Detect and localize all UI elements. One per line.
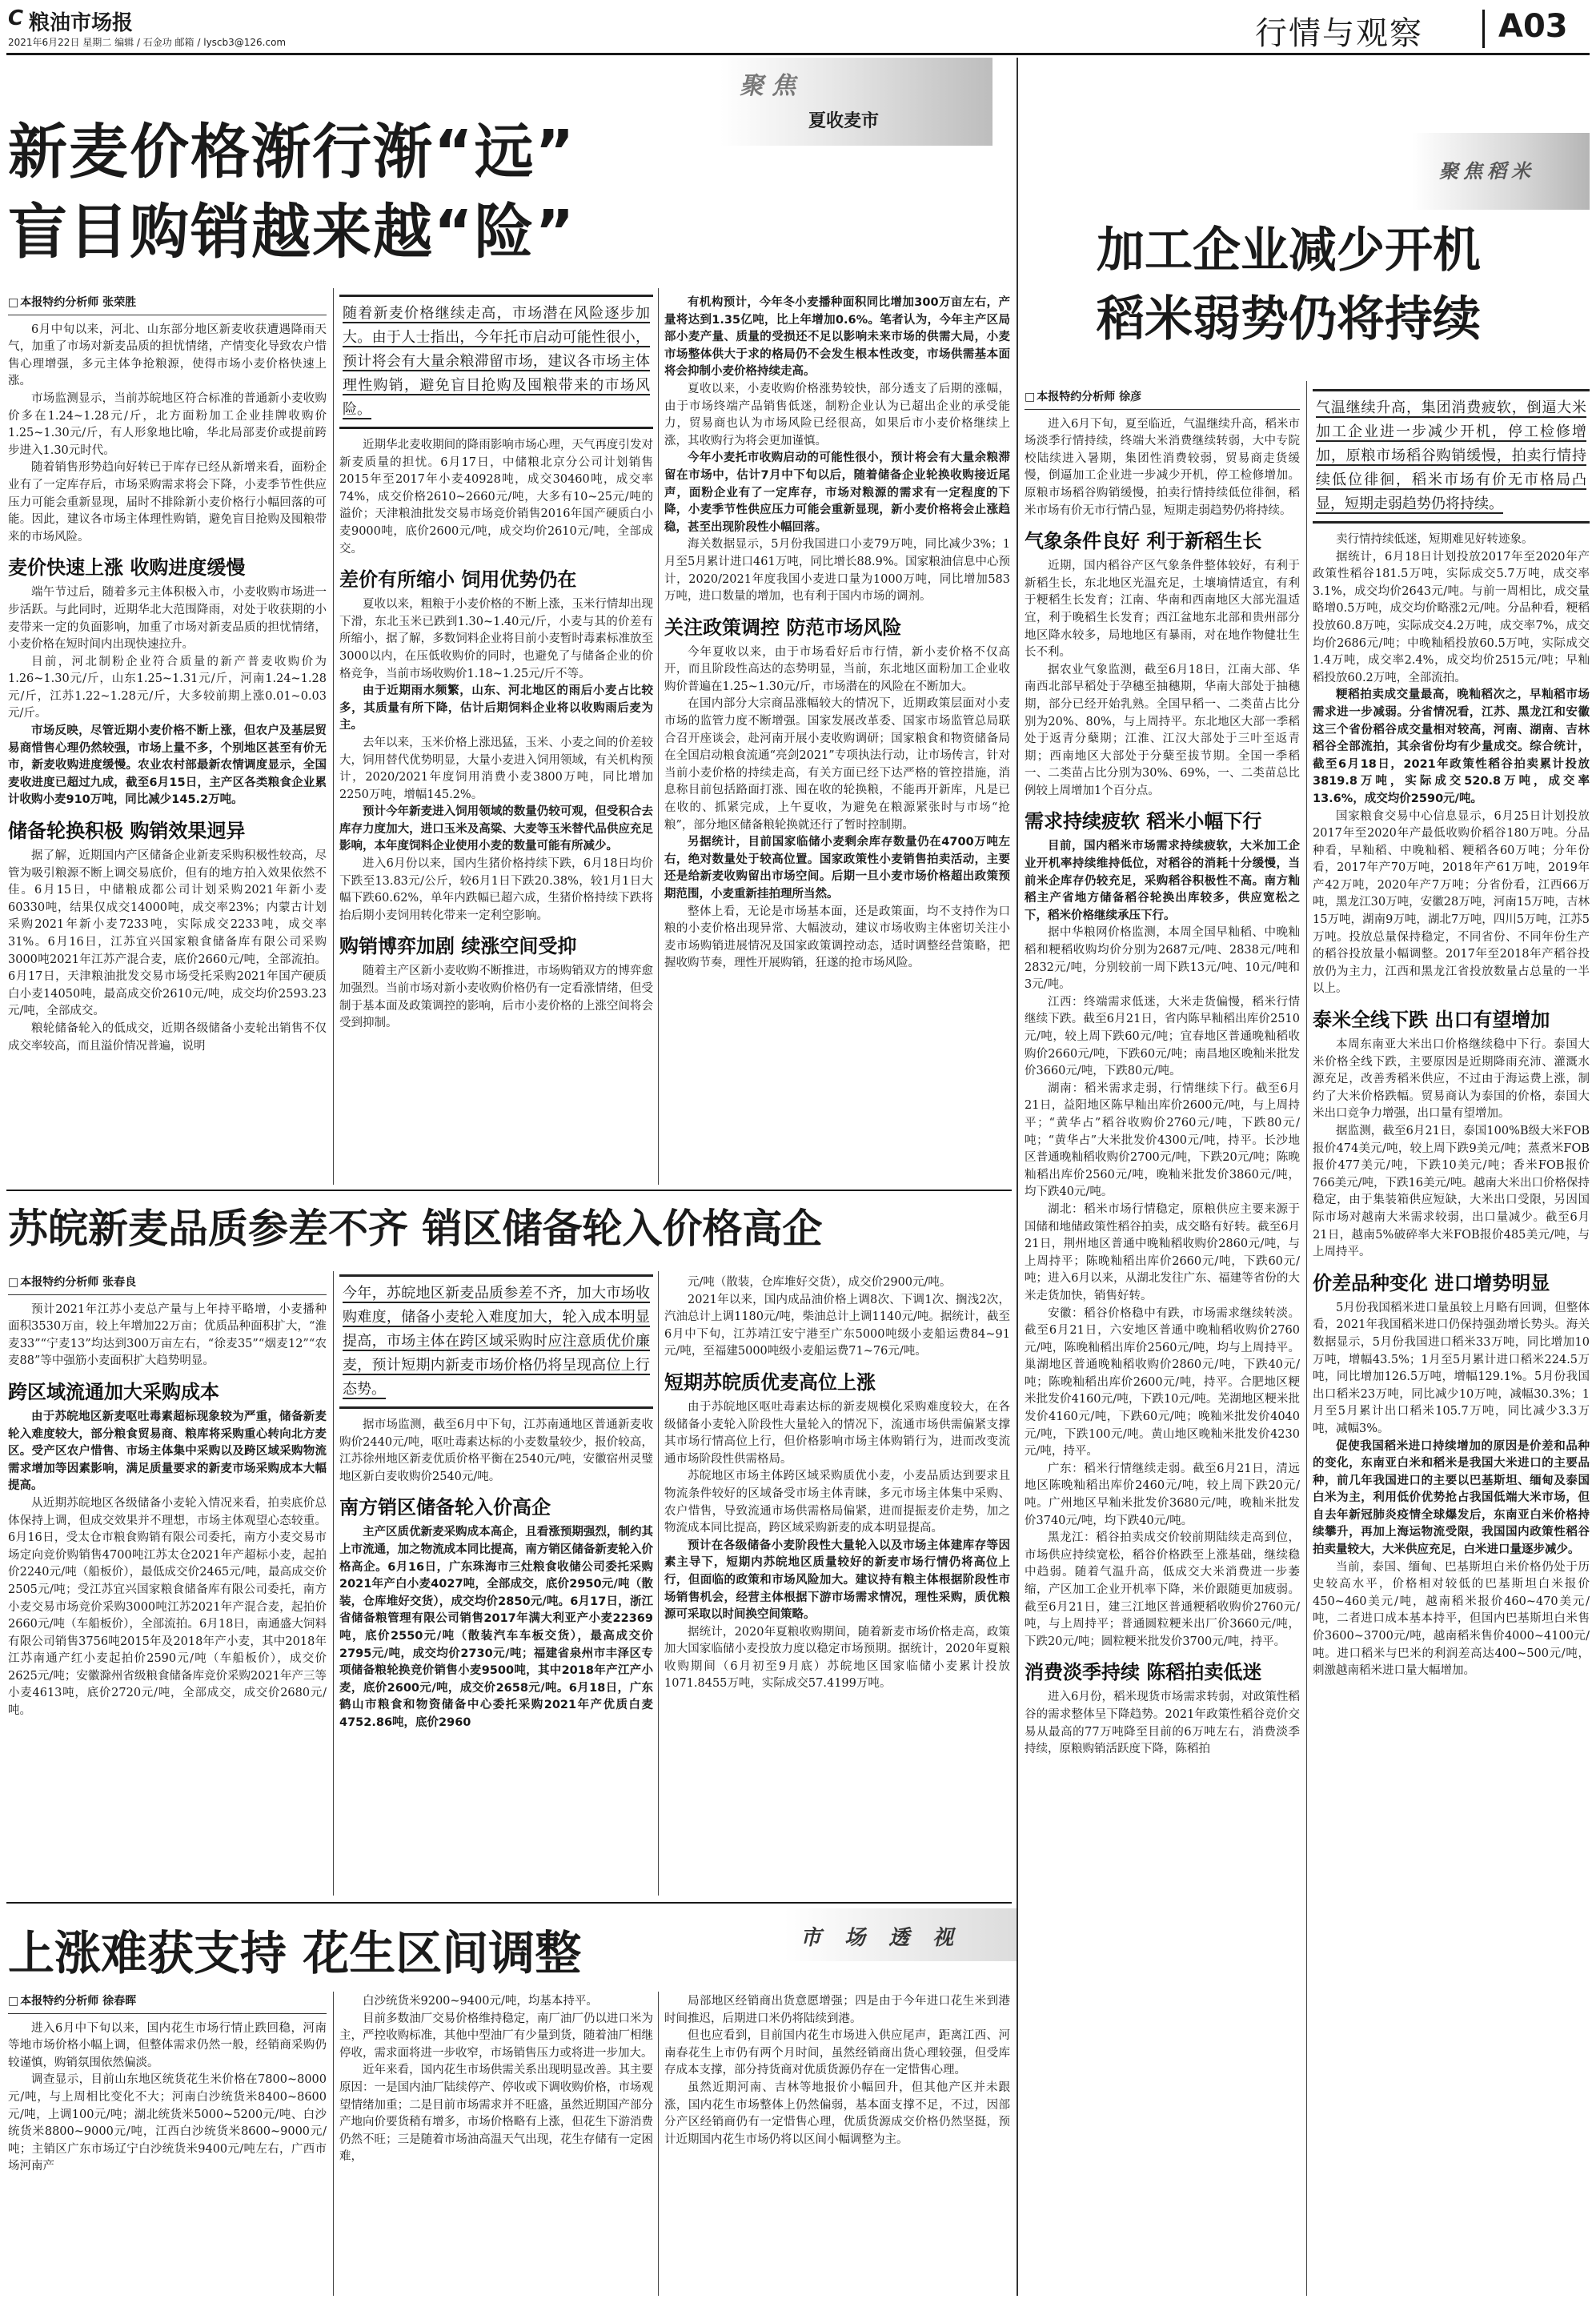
a1-subheading: 购销博弈加剧 续涨空间受抑 <box>339 935 577 958</box>
a1-pull-quote <box>339 295 653 429</box>
b1-subheading: 价差品种变化 进口增势明显 <box>1313 1271 1550 1294</box>
a3-title: 上涨难获支持 花生区间调整 <box>8 1926 582 1980</box>
a2-col-divider-1 <box>333 1271 334 1896</box>
a2-subheading: 跨区域流通加大采购成本 <box>8 1380 219 1403</box>
b1-col-divider <box>1306 381 1307 2296</box>
paragraph: 据农业气象监测，截至6月18日，江南大部、华南西北部早稻处于孕穗至抽穗期，华南大部处于抽穗期，部分已经开始乳熟。全国早稻一、二类苗占比分别为20%、80%，与上周持平。东北地区大部一季稻处于返青分蘖期；江淮、江汉大部处于三叶至返青期；西南地区大部处于分蘖至拔节期。全国一季稻一、二类苗占比分别为30%、69%，一、二类苗总比例较上周增加1个百分点。 <box>1025 663 1300 797</box>
a1-col-divider-2 <box>658 288 659 1185</box>
a2-column-2 <box>339 1274 653 1891</box>
a3-byline: □ 本报特约分析师 徐春晖 <box>8 1993 327 2014</box>
paragraph: 近年来看，国内花生市场供需关系出现明显改善。其主要原因：一是国内油厂陆续停产、停收或下调收购价格，市场观望情绪加重；二是目前市场需求并不旺盛，虽然近期国产部分产地向价要货稍有增多，市场价格略有上涨，但花生下游消费仍然不旺；三是随着市场油高温天气出现，花生存储有一定困难， <box>339 2064 653 2164</box>
paragraph: 元/吨（散装，仓库堆好交货），成交价2900元/吨。 <box>688 1276 952 1289</box>
paragraph: 由于苏皖地区新麦呕吐毒素超标现象较为严重，储备新麦轮入难度较大，部分粮食贸易商、粮库将采购重心转向北方麦区。受产区农户惜售、市场主体集中采购以及跨区域采购物流需求增加等因素影响，满足质量要求的新麦市场采购成本大幅提高。 <box>8 1410 327 1493</box>
paragraph: 安徽：稻谷价格稳中有跌，市场需求继续转淡。截至6月21日，六安地区普通中晚籼稻收购价2760元/吨，陈晚籼稻出库价2560元/吨，均与上周持平。巢湖地区普通晚籼稻收购价2860元/吨，下跌40元/吨；陈晚籼稻出库价2600元/吨，持平。合肥地区粳米批发价4160元/吨，下跌10元/吨。芜湖地区粳米批发价4160元/吨，下跌60元/吨；晚籼米批发价4040元/吨，下跌100元/吨。黄山地区晚籼米批发价4230元/吨，持平。 <box>1025 1306 1300 1458</box>
paragraph: 有机构预计，今年冬小麦播种面积同比增加300万亩左右，产量将达到1.35亿吨，比上年增加0.6%。笔者认为，今年主产区局部小麦产量、质量的受损还不足以影响未来市场的供需大局，小麦市场整体供大于求的格局仍不会发生根本性改变，市场供需基本面将会抑制小麦价格持续走高。 <box>664 296 1010 379</box>
section-title: 行情与观察 <box>1255 15 1423 52</box>
paragraph: 当前，泰国、缅甸、巴基斯坦白米价格仍处于历史较高水平，价格相对较低的巴基斯坦白米报价450~460美元/吨，越南稻米报价460~470美元/吨，二者进口成本基本持平，但国内巴基斯坦白米售价3600~3700元/吨，越南稻米售价4000~4100元/吨。进口稻米与巴米的利润差高达400~500元/吨，刺激越南稻米进口量大幅增加。 <box>1313 1560 1590 1678</box>
paragraph: 卖行情持续低迷，短期难见好转迹象。 <box>1336 533 1534 546</box>
a3-column-1 <box>8 1993 327 2296</box>
b1-column-1 <box>1025 389 1300 2296</box>
paragraph: 国家粮食交易中心信息显示，6月25日计划投放2017年至2020年产最低收购价稻谷180万吨。分品种看，早籼稻、中晚籼稻、粳稻各60万吨；分年份看，2017年产70万吨，2018年产61万吨，2019年产42万吨，2020年产7万吨；分省份看，江西66万吨，黑龙江30万吨，安徽28万吨，河南15万吨，吉林15万吨，湖南9万吨，湖北7万吨，四川5万吨，江苏5万吨。投放总量保持稳定，不同省份、不同年份生产的稻谷投放量小幅调整。2017年至2018年产稻谷投放仍为主力，江西和黑龙江省投放数量占总量的一半以上。 <box>1313 809 1590 996</box>
a2-byline: □ 本报特约分析师 张春良 <box>8 1274 327 1295</box>
masthead <box>8 6 1590 54</box>
paragraph: 2021年以来，国内成品油价格上调8次、下调1次、搁浅2次，汽油总计上调1180元/吨，柴油总计上调1140元/吨。据统计，截至6月中下旬，江苏靖江安宁港至广东5000吨级小麦船运费84~91元/吨，至福建5000吨级小麦船运费71~76元/吨。 <box>664 1293 1010 1358</box>
paragraph: 虽然近期河南、吉林等地报价小幅回升，但其他产区并未跟涨，国内花生市场整体上仍然偏弱，基本面支撑不足，不过，因部分产区经销商仍有一定惜售心理，优质货源成交价格仍然坚挺，预计近期国内花生市场仍将以区间小幅调整为主。 <box>664 2080 1010 2146</box>
b1-subheading: 泰米全线下跌 出口有望增加 <box>1313 1009 1550 1032</box>
a1-subheading: 麦价快速上涨 收购进度缓慢 <box>8 556 246 580</box>
paragraph: 夏收以来，小麦收购价格涨势较快，部分透支了后期的涨幅，由于市场终端产品销售低迷，制粉企业认为已超出企业的承受能力，贸易商也认为市场风险已经很高，如果后市小麦价格继续上涨，其收购行为将会更加谨慎。 <box>664 382 1010 447</box>
paragraph: 局部地区经销商出货意愿增强；四是由于今年进口花生米到港时间推迟，后期进口米仍将陆续到港。 <box>664 1995 1010 2025</box>
a1-column-2 <box>339 295 653 1183</box>
paper-name: 粮油市场报 <box>29 11 134 35</box>
paragraph: 调查显示，目前山东地区统货花生米价格在7800~8000元/吨，与上周相比变化不大；河南白沙统货米8400~8600元/吨，上调100元/吨；湖北统货米5000~5200元/吨、白沙统货米8800~9000元/吨，江西白沙统货米8600~9000元/吨；主销区广东市场辽宁白沙统货米9400元/吨左右，广西市场河南产 <box>8 2073 327 2173</box>
paragraph: 近期，国内稻谷产区气象条件整体较好，有利于新稻生长，东北地区光温充足，土壤墒情适宜，有利于粳稻生长发育；江南、华南和西南地区大部光温适宜，利于晚稻生长发育；西江盆地东北部和贵州部分地区降水较多，局地地区有暴雨，对在地作物健壮生长不利。 <box>1025 560 1300 660</box>
paragraph: 市场反映，尽管近期小麦价格不断上涨，但农户及基层贸易商惜售心理仍然较强，市场上量不多，个别地区甚至有价无市，新麦收购进度缓慢。农业农村部最新农情调度显示，全国麦收进度已超过九成，截至6月15日，主产区各类粮食企业累计收购小麦910万吨，同比减少145.2万吨。 <box>8 724 327 807</box>
paragraph: 由于近期雨水频繁，山东、河北地区的雨后小麦占比较多，其质量有所下降，估计后期饲料企业将以收购雨后麦为主。 <box>339 684 653 732</box>
a1-subheading: 储备轮换积极 购销效果迥异 <box>8 820 246 843</box>
a2-pull-quote <box>339 1274 653 1409</box>
paragraph: 5月份我国稻米进口量虽较上月略有回调，但整体看，2021年我国稻米进口仍保持强劲增长势头。海关数据显示，5月份我国进口稻米33万吨，同比增加10万吨，增幅43.5%；1月至5月累计进口稻米224.5万吨，同比增加126.5万吨，增幅129.1%。5月份我国出口稻米23万吨，同比减少10万吨，减幅30.3%；1月至5月累计出口稻米105.7万吨，同比减少3.3万吨，减幅3%。 <box>1313 1301 1590 1435</box>
b1-title-line2: 稻米弱势仍将持续 <box>1097 291 1481 347</box>
section-divider <box>1482 10 1485 48</box>
paragraph: 但也应看到，目前国内花生市场进入供应尾声，距离江西、河南春花生上市仍有两个月时间，虽然经销商出货心理较强，但受库存成本支撑，部分持货商对优质货源仍存在一定惜售心理。 <box>664 2029 1010 2077</box>
a2-subheading: 南方销区储备轮入价高企 <box>339 1496 551 1519</box>
a1-subheading: 关注政策调控 防范市场风险 <box>664 616 902 639</box>
paragraph: 由于苏皖地区呕吐毒素达标的新麦规模化采购难度较大，在各级储备小麦轮入阶段性大量轮入的情况下，流通市场供需偏紧支撑其市场行情高位上行，但价格影响市场主体购销行为，进而改变流通市场阶段性供需格局。 <box>664 1400 1010 1466</box>
paragraph: 粳稻拍卖成交量最高，晚籼稻次之，早籼稻市场需求进一步减弱。分省情况看，江苏、黑龙江和安徽这三个省份稻谷成交量相对较高，河南、湖南、吉林稻谷全部流拍，其余省份均有少量成交。综合统计，截至6月18日，2021年政策性稻谷拍卖累计投放3819.8万吨，实际成交520.8万吨，成交率13.6%，成交均价2590元/吨。 <box>1313 688 1590 805</box>
pull-quote-text: 气温继续升高，集团消费疲软，倒逼大米加工企业进一步减少开机，停工检修增加，原粮市场稻谷购销缓慢，拍卖行情持续低位徘徊，稻米市场有价无市格局凸显，短期走弱趋势仍将持续。 <box>1316 399 1586 512</box>
a3-column-3 <box>664 1993 1010 2296</box>
paragraph: 今年夏收以来，由于市场看好后市行情，新小麦价格不仅高开，而且阶段性高达的态势明显，当前，东北地区面粉加工企业收购价普遍在1.25~1.30元/斤，市场潜在的风险在不断加大。 <box>664 645 1010 693</box>
b1-subheading: 气象条件良好 利于新稻生长 <box>1025 530 1262 553</box>
paragraph: 预计今年新麦进入饲用领域的数量仍较可观，但受积合去库存力度加大，进口玉米及高粱、大麦等玉米替代品供应充足影响，本年度饲料企业使用小麦的数量可能有所减少。 <box>339 805 653 853</box>
paragraph: 主产区质优新麦采购成本高企，且看涨预期强烈，制约其上市流通，加之物流成本同比提高，南方销区储备新麦轮入价格高企。6月16日，广东珠海市三灶粮食收储公司委托采购2021年产白小麦4027吨，全部成交，底价2950元/吨（散装，仓库堆好交货），成交均价2850元/吨。6月17日，浙江省储备粮管理有限公司销售2017年满大利亚产小麦22369吨，底价2550元/吨（散装汽车车板交货），最高成交价2795元/吨，成交均价2730元/吨；福建省泉州市丰泽区专项储备粮轮换竞价销售小麦9500吨，其中2018年产江产小麦，底价2600元/吨，成交价2658元/吨。6月18日，广东鹤山市粮食和物资储备中心委托采购2021年产优质白麦4752.86吨，底价2960 <box>339 1526 653 1729</box>
a2-col-divider-2 <box>658 1271 659 1896</box>
market-tag <box>784 1908 1017 1961</box>
paragraph: 据了解，近期国内产区储备企业新麦采购积极性较高，尽管为吸引粮源不断上调交易底价，但有的地方拍入效果依然不佳。6月15日，中储粮成都公司计划采购2021年新小麦60330吨，结果仅成交14000吨，成交率23%；内蒙古计划采购2021年新小麦7233吨，实际成交2233吨，成交率31%。6月16日，江苏宜兴国家粮食储备库有限公司采购3000吨2021年江苏产混合麦，底价2660元/吨，全部流拍。6月17日，天津粮油批发交易市场受托采购2021年国产硬质白小麦14050吨，最高成交价2610元/吨，成交均价2593.23元/吨，全部成交。 <box>8 849 327 1018</box>
paragraph: 随着销售形势趋向好转已于库存已经从新增来看，面粉企业有了一定库存后，市场采购需求将会下降，小麦季节性供应压力可能会重新显现，届时不排除新小麦价格行小幅回落的可能。因此，建议各市场主体理性购销，避免盲目抢购及囤粮带来的市场风险。 <box>8 461 327 544</box>
paragraph: 目前多数油厂交易价格维持稳定，南厂油厂仍以进口米为主，严控收购标准，其他中型油厂有少量到货，随着油厂相继停收，需求面将进一步收窄，市场销售压力或将进一步加大。 <box>339 2012 653 2060</box>
paragraph: 促使我国稻米进口持续增加的原因是价差和品种的变化，东南亚白米和稻米是我国大米进口的主要品种，前几年我国进口的主要以巴基斯坦、缅甸及泰国白米为主，利用低价优势抢占我国低端大米市场，但自去年新冠肺炎疫情全球爆发后，东南亚白米价格持续攀升，再加上海运物流受限，我国国内政策性稻谷拍卖量较大，大米供应充足，白米进口量逐步减少。 <box>1313 1439 1590 1557</box>
a2-title: 苏皖新麦品质参差不齐 销区储备轮入价格高企 <box>8 1206 823 1252</box>
b1-title-line1: 加工企业减少开机 <box>1097 223 1481 279</box>
market-tag-brush: 市 场 透 视 <box>800 1926 962 1950</box>
paragraph: 本周东南亚大米出口价格继续稳中下行。泰国大米价格全线下跌，主要原因是近期降雨充沛、灌溉水源充足，改善秀稻米供应，不过由于海运费上涨，制约了大米价格跌幅。贸易商认为泰国的价格，泰国大米出口竞争力增强，出口量有望增加。 <box>1313 1038 1590 1121</box>
paragraph: 进入6月下旬，夏至临近，气温继续升高，稻米市场淡季行情持续，终端大米消费继续转弱，大中专院校陆续进入暑期，集团性消费较弱，贸易商走货缓慢，倒逼加工企业进一步减少开机，停工检修增加。原粮市场稻谷购销缓慢，拍卖行情持续低位徘徊，稻米市场有价无市行情凸显，短期走弱趋势仍将持续。 <box>1025 417 1300 517</box>
focus-tag-brush: 聚焦 <box>740 72 804 100</box>
paragraph: 6月中旬以来，河北、山东部分地区新麦收获遭遇降雨天气，加重了市场对新麦品质的担忧情绪，产情变化导致农户惜售心理增强，多元主体争抢粮源，使得市场小麦价格快速上涨。 <box>8 323 327 388</box>
paragraph: 粮轮储备轮入的低成交，近期各级储备小麦轮出销售不仅成交率较高，而且溢价情况普遍，说明 <box>8 1021 327 1053</box>
dateline: 2021年6月22日 星期二 编辑 / 石金功 邮箱 / lyscb3@126.com <box>8 37 287 48</box>
paragraph: 广东：稻米行情继续走弱。截至6月21日，清远地区陈晚籼稻出库价2460元/吨，较上周下跌20元/吨。广州地区早籼米批发价3680元/吨，晚籼米批发价3740元/吨，均下跌40元/吨。 <box>1025 1462 1300 1527</box>
a3-col-divider-2 <box>658 1992 659 2296</box>
a1-bottom-rule <box>6 1190 1012 1191</box>
paragraph: 随着主产区新小麦收购不断推进，市场购销双方的博弈愈加强烈。当前市场对新小麦收购价格仍有一定看涨情绪，但受制于基本面及政策调控的影响，后市小麦价格的上涨空间将会受到抑制。 <box>339 965 653 1030</box>
paragraph: 今年小麦托市收购启动的可能性很小，预计将会有大量余粮滞留在市场中，估计7月中下旬以后，随着储备企业轮换收购接近尾声，面粉企业有了一定库存，市场对粮源的需求有一定程度的下降，小麦季节性供应压力可能会重新显现，新小麦价格将会止涨趋稳，甚至出现阶段性小幅回落。 <box>664 451 1010 534</box>
paragraph: 另据统计，目前国家临储小麦剩余库存数量仍在4700万吨左右，绝对数量处于较高位置。国家政策性小麦销售拍卖活动，主要还是给新麦收购留出市场空间。后期一旦小麦市场价格超出政策预期范围，小麦重新挂拍理所当然。 <box>664 836 1010 901</box>
focus-tag <box>720 58 992 146</box>
b1-subheading: 需求持续疲软 稻米小幅下行 <box>1025 810 1262 833</box>
paragraph: 海关数据显示，5月份我国进口小麦79万吨，同比减少3%；1月至5月累计进口461万吨，同比增长88.9%。国家粮油信息中心预计，2020/2021年度我国小麦进口量为1000万吨，同比增加583万吨，进口数量的增加，也有利于国内市场的调剂。 <box>664 538 1010 604</box>
paragraph: 进入6月中下旬以来，国内花生市场行情止跌回稳，河南等地市场价格小幅上调，但整体需求仍然一般，经销商采购仍较谨慎，购销氛围依然偏淡。 <box>8 2021 327 2069</box>
page-number: A03 <box>1498 8 1568 45</box>
b1-subheading: 消费淡季持续 陈稻拍卖低迷 <box>1025 1661 1262 1684</box>
b1-pull-quote <box>1313 389 1590 524</box>
paragraph: 从近期苏皖地区各级储备小麦轮入情况来看，拍卖底价总体保持上调，但成交效果并不理想，市场主体观望心态较重。6月16日，受太仓市粮食购销有限公司委托，南方小麦交易市场定向竞价购销售4700吨江苏太仓2021年产超标小麦，起拍价2240元/吨（船板价），最低成交价2465元/吨，最高成交价2505元/吨；受江苏宜兴国家粮食储备库有限公司委托，南方小麦交易市场竞价采购3000吨江苏2021年产混合麦，起拍价2660元/吨（车船板价），全部流拍。6月18日，南通盛大饲料有限公司销售3756吨2015年及2018年产小麦，其中2018年江苏南通产红小麦起拍价2590元/吨（车船板价），成交价2625元/吨；安徽滁州省级粮食储备库竞价采购2021年产三等小麦4613吨，底价2720元/吨，全部成交，成交价2680元/吨。 <box>8 1496 327 1718</box>
paragraph: 端午节过后，随着多元主体积极入市，小麦收购市场进一步活跃。与此同时，近期华北大范围降雨，对处于收获期的小麦带来一定的负面影响，加重了市场对新麦品质的担忧情绪，小麦价格在短时间内出现快速拉升。 <box>8 586 327 652</box>
paragraph: 市场监测显示，当前苏皖地区符合标准的普通新小麦收购价多在1.24~1.28元/斤，北方面粉加工企业挂牌收购价1.25~1.30元/斤，有人形象地比喻，华北局部麦价或提前跨步进入1.30元时代。 <box>8 391 327 457</box>
paragraph: 进入6月份以来，国内生猪价格持续下跌，6月18日均价下跌至13.83元/公斤，较6月1日下跌20.38%，较1月1日大幅下跌60.62%，单年内跌幅已超六成，生猪价格持续下跌将抬后期小麦饲用转化带来一定利空影响。 <box>339 857 653 922</box>
paragraph: 苏皖地区市场主体跨区域采购质优小麦，小麦品质达到要求且物流条件较好的区域备受市场主体青睐，多元市场主体集中采购、农户惜售，导致流通市场供需格局偏紧，进而提振麦价走势，加之物流成本同比提高，跨区域采购新麦的成本明显提高。 <box>664 1470 1010 1535</box>
a3-col-divider-1 <box>333 1992 334 2296</box>
paragraph: 黑龙江：稻谷拍卖成交价较前期陆续走高到位，市场供应持续宽松，稻谷价格跌至上涨基础，继续稳中趋弱。随着气温升高，低成交大米消费进一步萎缩，产区加工企业开机率下降，米价跟随更加疲弱。截至6月21日，建三江地区普通粳稻收购价2760元/吨，与上周持平；普通圆粒粳米出厂价3660元/吨，下跌20元/吨；圆粒粳米批发价3700元/吨，持平。 <box>1025 1531 1300 1648</box>
a1-column-1 <box>8 295 327 1183</box>
paragraph: 预计在各级储备小麦阶段性大量轮入以及市场主体建库存等因素主导下，短期内苏皖地区质量较好的新麦市场行情仍将高位上行，但面临的政策和市场风险加大。建议持有粮主体根据阶段性市场销售机会，经营主体根据下游市场需求情况，理性采购，质优粮源可采取以时间换空间策略。 <box>664 1539 1010 1622</box>
paragraph: 湖南：稻米需求走弱，行情继续下行。截至6月21日，益阳地区陈早籼出库价2600元/吨，与上周持平；“黄华占”稻谷收购价2760元/吨，下跌80元/吨；“黄华占”大米批发价4300元/吨，持平。长沙地区普通晚籼稻收购价2700元/吨，下跌20元/吨；陈晚籼稻出库价2560元/吨，晚籼米批发价3860元/吨，均下跌40元/吨。 <box>1025 1081 1300 1199</box>
a1-byline: □ 本报特约分析师 张荣胜 <box>8 295 327 315</box>
paragraph: 据监测，截至6月21日，泰国100%B级大米FOB报价474美元/吨，较上周下跌9美元/吨；蒸煮米FOB报价477美元/吨，下跌10美元/吨；香米FOB报价766美元/吨，下跌16美元/吨。越南大米出口价格保持稳定，由于集装箱供应短缺，大米出口受限，另因国际市场对越南大米需求较弱，出口量减少。截至6月21日，越南5%破碎率大米FOB报价485美元/吨，与上周持平。 <box>1313 1125 1590 1259</box>
paragraph: 湖北：稻米市场行情稳定，原粮供应主要来源于国储和地储政策性稻谷拍卖，成交略有好转。截至6月21日，荆州地区普通中晚籼稻收购价2860元/吨，与上周持平；陈晚籼稻出库价2660元/吨，下跌60元/吨；进入6月以来，从湖北发往广东、福建等省份的大米走货加快，销售好转。 <box>1025 1202 1300 1302</box>
paragraph: 在国内部分大宗商品涨幅较大的情况下，近期政策层面对小麦市场的监管力度不断增强。国家发展改革委、国家市场监管总局联合召开座谈会，赴河南开展小麦收购调研；国家粮食和物资储备局在全国启动粮食流通“亮剑2021”专项执法行动，让市场传言，针对当前小麦价格的持续走高，有关方面已经下达严格的管控措施，消息称目前包括路面打涨、囤在收的轮换粮，不能再开新库，凡是已在收的、抓紧完成，上午夏收，为避免在粮源紧张时与市场“抢粮”，部分地区储备粮轮换就还行了暂时控制期。 <box>664 697 1010 832</box>
focus-tag-label: 夏收麦市 <box>808 111 880 131</box>
paragraph: 目前，国内稻米市场需求持续疲软，大米加工企业开机率持续维持低位，对稻谷的消耗十分缓慢，当前米企库存仍较充足，采购稻谷积极性不高。南方籼稻主产省地方储备稻谷轮换出库较多，供应宽松之下，稻米价格继续承压下行。 <box>1025 840 1300 922</box>
a1-col-divider-1 <box>333 288 334 1185</box>
b1-column-2 <box>1313 389 1590 2296</box>
a1-title-line1: 新麦价格渐行渐“远” <box>8 118 576 187</box>
paragraph: 整体上看，无论是市场基本面，还是政策面，均不支持作为口粮的小麦价格出现异常、大幅波动，建议市场收购主体密切关注小麦市场购销进展情况及国家政策调控动态，适时调整经营策略，把握收购节奏，理性开展购销，狂遂的抢市场风险。 <box>664 905 1010 970</box>
a1-title-line2: 盲目购销越来越“险” <box>8 198 576 267</box>
a3-column-2 <box>339 1993 653 2296</box>
paragraph: 据统计，6月18日计划投放2017年至2020年产政策性稻谷181.5万吨，实际成交5.7万吨，成交率3.1%，成交均价2643元/吨。与前一周相比，成交量略增0.5万吨，成交均价略涨2元/吨。分品种看，粳稻投放60.8万吨，实际成交4.2万吨，成交率7%，成交均价2686元/吨；中晚籼稻投放60.5万吨，实际成交1.4万吨，成交率2.4%，成交均价2515元/吨；早籼稻投放60.2万吨，全部流拍。 <box>1313 550 1590 684</box>
paper-logo-mark: C <box>8 6 24 30</box>
a2-column-3 <box>664 1274 1010 1891</box>
a1-title <box>8 112 696 272</box>
column-tag-brush: 聚焦稻米 <box>1439 160 1535 183</box>
paragraph: 据中华粮网价格监测，本周全国早籼稻、中晚籼稻和粳稻收购均价分别为2687元/吨、2838元/吨和2832元/吨，分别较前一周下跌13元/吨、10元/吨和3元/吨。 <box>1025 926 1300 992</box>
paragraph: 夏收以来，粗粮于小麦价格的不断上涨，玉米行情却出现下滑，东北玉米已跌到1.30~1.40元/斤，小麦与其的价差有所缩小，据了解，多数饲料企业将目前小麦暂时毒素标准放至3000以内，在压低收购价的同时，也避免了与储备企业的价格竞争，当前市场收购价1.18~1.25元/斤不等。 <box>339 598 653 680</box>
b1-byline: □ 本报特约分析师 徐彦 <box>1025 389 1300 410</box>
a2-bottom-rule <box>6 1902 1012 1904</box>
paragraph: 据统计，2020年夏粮收购期间，随着新麦市场价格走高，政策加大国家临储小麦投放力度以稳定市场预期。据统计，2020年夏粮收购期间（6月初至9月底）苏皖地区国家临储小麦累计投放1071.8455万吨，实际成交57.4199万吨。 <box>664 1625 1010 1691</box>
a2-column-1 <box>8 1274 327 1891</box>
pull-quote-text: 随着新麦价格继续走高，市场潜在风险逐步加大。由于人士指出，今年托市启动可能性很小，预计将会有大量余粮滞留市场，建议各市场主体理性购销，避免盲目抢购及囤粮带来的市场风险。 <box>343 305 650 418</box>
paragraph: 江西：终端需求低迷，大米走货偏慢，稻米行情继续下跌。截至6月21日，省内陈早籼稻出库价2510元/吨，较上周下跌60元/吨；宜春地区普通晚籼稻收购价2660元/吨，下跌60元/吨；南昌地区晚籼米批发价3660元/吨，下跌80元/吨。 <box>1025 995 1300 1078</box>
paragraph: 预计2021年江苏小麦总产量与上年持平略增，小麦播种面积3530万亩，较上年增加22万亩；优质品种面积扩大，“淮麦33”“宁麦13”均达到300万亩左右，“徐麦35”“烟麦12”“农麦88”等中强筋小麦面积扩大趋势明显。 <box>8 1302 327 1368</box>
column-tag <box>1412 133 1590 210</box>
paragraph: 去年以来，玉米价格上涨迅猛，玉米、小麦之间的价差较大，饲用替代优势明显，大量小麦进入饲用领域，有关机构预计，2020/2021年度饲用消费小麦3800万吨，同比增加2250万吨，增幅145.2%。 <box>339 736 653 801</box>
a2-subheading: 短期苏皖质优麦高位上涨 <box>664 1370 876 1394</box>
section-vertical-rule <box>1017 58 1018 2296</box>
paragraph: 进入6月份，稻米现货市场需求转弱，对政策性稻谷的需求整体呈下降趋势。2021年政策性稻谷竞价交易从最高的77万吨降至目前的6万吨左右，消费淡季持续，原粮购销活跃度下降，陈稻拍 <box>1025 1691 1300 1756</box>
a1-subheading: 差价有所缩小 饲用优势仍在 <box>339 568 577 592</box>
b1-title <box>1097 216 1590 354</box>
pull-quote-text: 今年，苏皖地区新麦品质参差不齐，加大市场收购难度，储备小麦轮入难度加大，轮入成本明显提高，市场主体在跨区域采购时应注意质优价廉麦，预计短期内新麦市场价格仍将呈现高位上行态势。 <box>343 1285 650 1398</box>
paragraph: 近期华北麦收期间的降雨影响市场心理，天气再度引发对新麦质量的担忧。6月17日，中储粮北京分公司计划销售2015年至2017年小麦40928吨，成交30460吨，成交率74%，成交价格2610~2660元/吨，大多有10~25元/吨的溢价；天津粮油批发交易市场竞价销售2016年国产硬质白小麦9000吨，底价2600元/吨，成交均价2610元/吨，全部成交。 <box>339 439 653 556</box>
masthead-rule <box>6 53 1590 55</box>
paragraph: 据市场监测，截至6月中下旬，江苏南通地区普通新麦收购价2440元/吨，呕吐毒素达标的小麦数量较少，报价较高，江苏徐州地区新麦优质价格平衡在2540元/吨，安徽宿州灵璧地区新白麦收购价2540元/吨。 <box>339 1418 653 1483</box>
paragraph: 目前，河北制粉企业符合质量的新产普麦收购价为1.26~1.30元/斤，山东1.25~1.31元/斤，河南1.24~1.28元/斤，江苏1.22~1.28元/斤，大多较前期上涨0.01~0.03元/斤。 <box>8 655 327 720</box>
a1-column-3 <box>664 295 1010 1183</box>
paragraph: 白沙统货米9200~9400元/吨，均基本持平。 <box>363 1995 598 2008</box>
